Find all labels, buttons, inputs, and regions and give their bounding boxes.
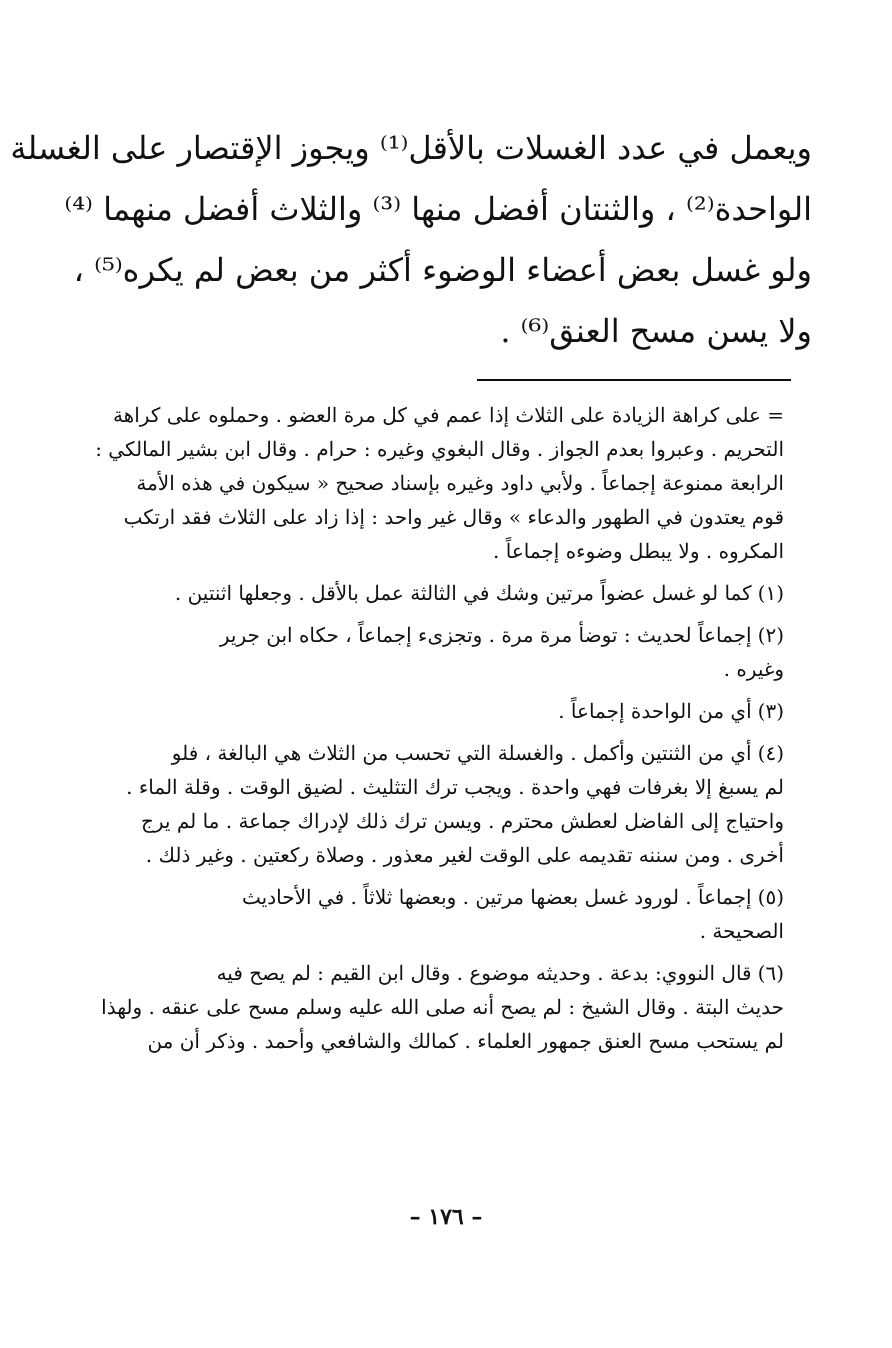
footnote-3 <box>62 694 784 728</box>
footnote-number: (٢) <box>757 623 784 647</box>
footnote-number: (٤) <box>757 741 784 765</box>
footnote-1 <box>62 576 784 610</box>
main-text-line: ويعمل في عدد الغسلات بالأقل⁽¹⁾ ويجوز الإقتصار على الغسلة <box>10 129 812 167</box>
footnote-text: إجماعاً . لورود غسل بعضها مرتين . وبعضها ثلاثاً . في الأحاديث <box>242 885 752 909</box>
footnote-4 <box>62 736 784 872</box>
footnote-text: أي من الثنتين وأكمل . والغسلة التي تحسب من الثلاث هي البالغة ، فلو <box>171 741 752 765</box>
page-number: – ١٧٦ – <box>409 1204 483 1230</box>
footnote-line: حديث البتة . وقال الشيخ : لم يصح أنه صلى الله عليه وسلم مسح على عنقه . ولهذا <box>101 995 784 1019</box>
footnote-number: (٥) <box>757 885 784 909</box>
footnote-text: إجماعاً لحديث : توضأ مرة مرة . وتجزىء إجماعاً ، حكاه ابن جرير <box>219 623 752 647</box>
footnote-line: الرابعة ممنوعة إجماعاً . ولأبي داود وغيره بإسناد صحيح « سيكون في هذه الأمة <box>136 471 784 495</box>
footnote-line: الصحيحة . <box>699 919 784 943</box>
footnote-number: (٣) <box>757 699 784 723</box>
footnote-number: (١) <box>757 581 784 605</box>
footnote-line: واحتياج إلى الفاضل لعطش محترم . ويسن ترك ذلك لإدراك جماعة . ما لم يرج <box>140 809 784 833</box>
footnote-line: = على كراهة الزيادة على الثلاث إذا عمم في كل مرة العضو . وحملوه على كراهة <box>112 403 784 427</box>
main-text-line: ولو غسل بعض أعضاء الوضوء أكثر من بعض لم يكره⁽⁵⁾ ، <box>73 251 812 289</box>
footnote-line <box>62 956 784 990</box>
footnote-continuation <box>62 398 784 568</box>
footnote-line: التحريم . وعبروا بعدم الجواز . وقال البغوي وغيره : حرام . وقال ابن بشير المالكي : <box>95 437 784 461</box>
footnote-line: لم يسبغ إلا بغرفات فهي واحدة . ويجب ترك التثليث . لضيق الوقت . وقلة الماء . <box>126 775 784 799</box>
footnote-line: قوم يعتدون في الطهور والدعاء » وقال غير واحد : إذا زاد على الثلاث فقد ارتكب <box>123 505 784 529</box>
footnote-text: كما لو غسل عضواً مرتين وشك في الثالثة عمل بالأقل . وجعلها اثنتين . <box>174 581 752 605</box>
footnote-number: (٦) <box>757 961 784 985</box>
footnote-text: قال النووي: بدعة . وحديثه موضوع . وقال ابن القيم : لم يصح فيه <box>216 961 752 985</box>
footnote-line <box>62 618 784 652</box>
footnote-line: وغيره . <box>723 657 784 681</box>
footnotes <box>62 398 784 1066</box>
footnote-text: أي من الواحدة إجماعاً . <box>558 699 752 723</box>
footnote-5 <box>62 880 784 948</box>
footnote-line <box>62 576 784 610</box>
footnote-line: لم يستحب مسح العنق جمهور العلماء . كمالك والشافعي وأحمد . وذكر أن من <box>147 1029 784 1053</box>
main-text-line: ولا يسن مسح العنق⁽⁶⁾ . <box>500 312 812 350</box>
main-text <box>10 118 812 362</box>
footnote-2 <box>62 618 784 686</box>
footnote-line: أخرى . ومن سننه تقديمه على الوقت لغير معذور . وصلاة ركعتين . وغير ذلك . <box>145 843 784 867</box>
footnote-divider <box>477 379 791 381</box>
main-text-line: الواحدة⁽²⁾ ، والثنتان أفضل منها ⁽³⁾ والثلاث أفضل منهما ⁽⁴⁾ <box>64 190 812 228</box>
footnote-line: المكروه . ولا يبطل وضوءه إجماعاً . <box>493 539 784 563</box>
footnote-6 <box>62 956 784 1058</box>
footnote-line <box>62 694 784 728</box>
footnote-line <box>62 880 784 914</box>
footnote-line <box>62 736 784 770</box>
